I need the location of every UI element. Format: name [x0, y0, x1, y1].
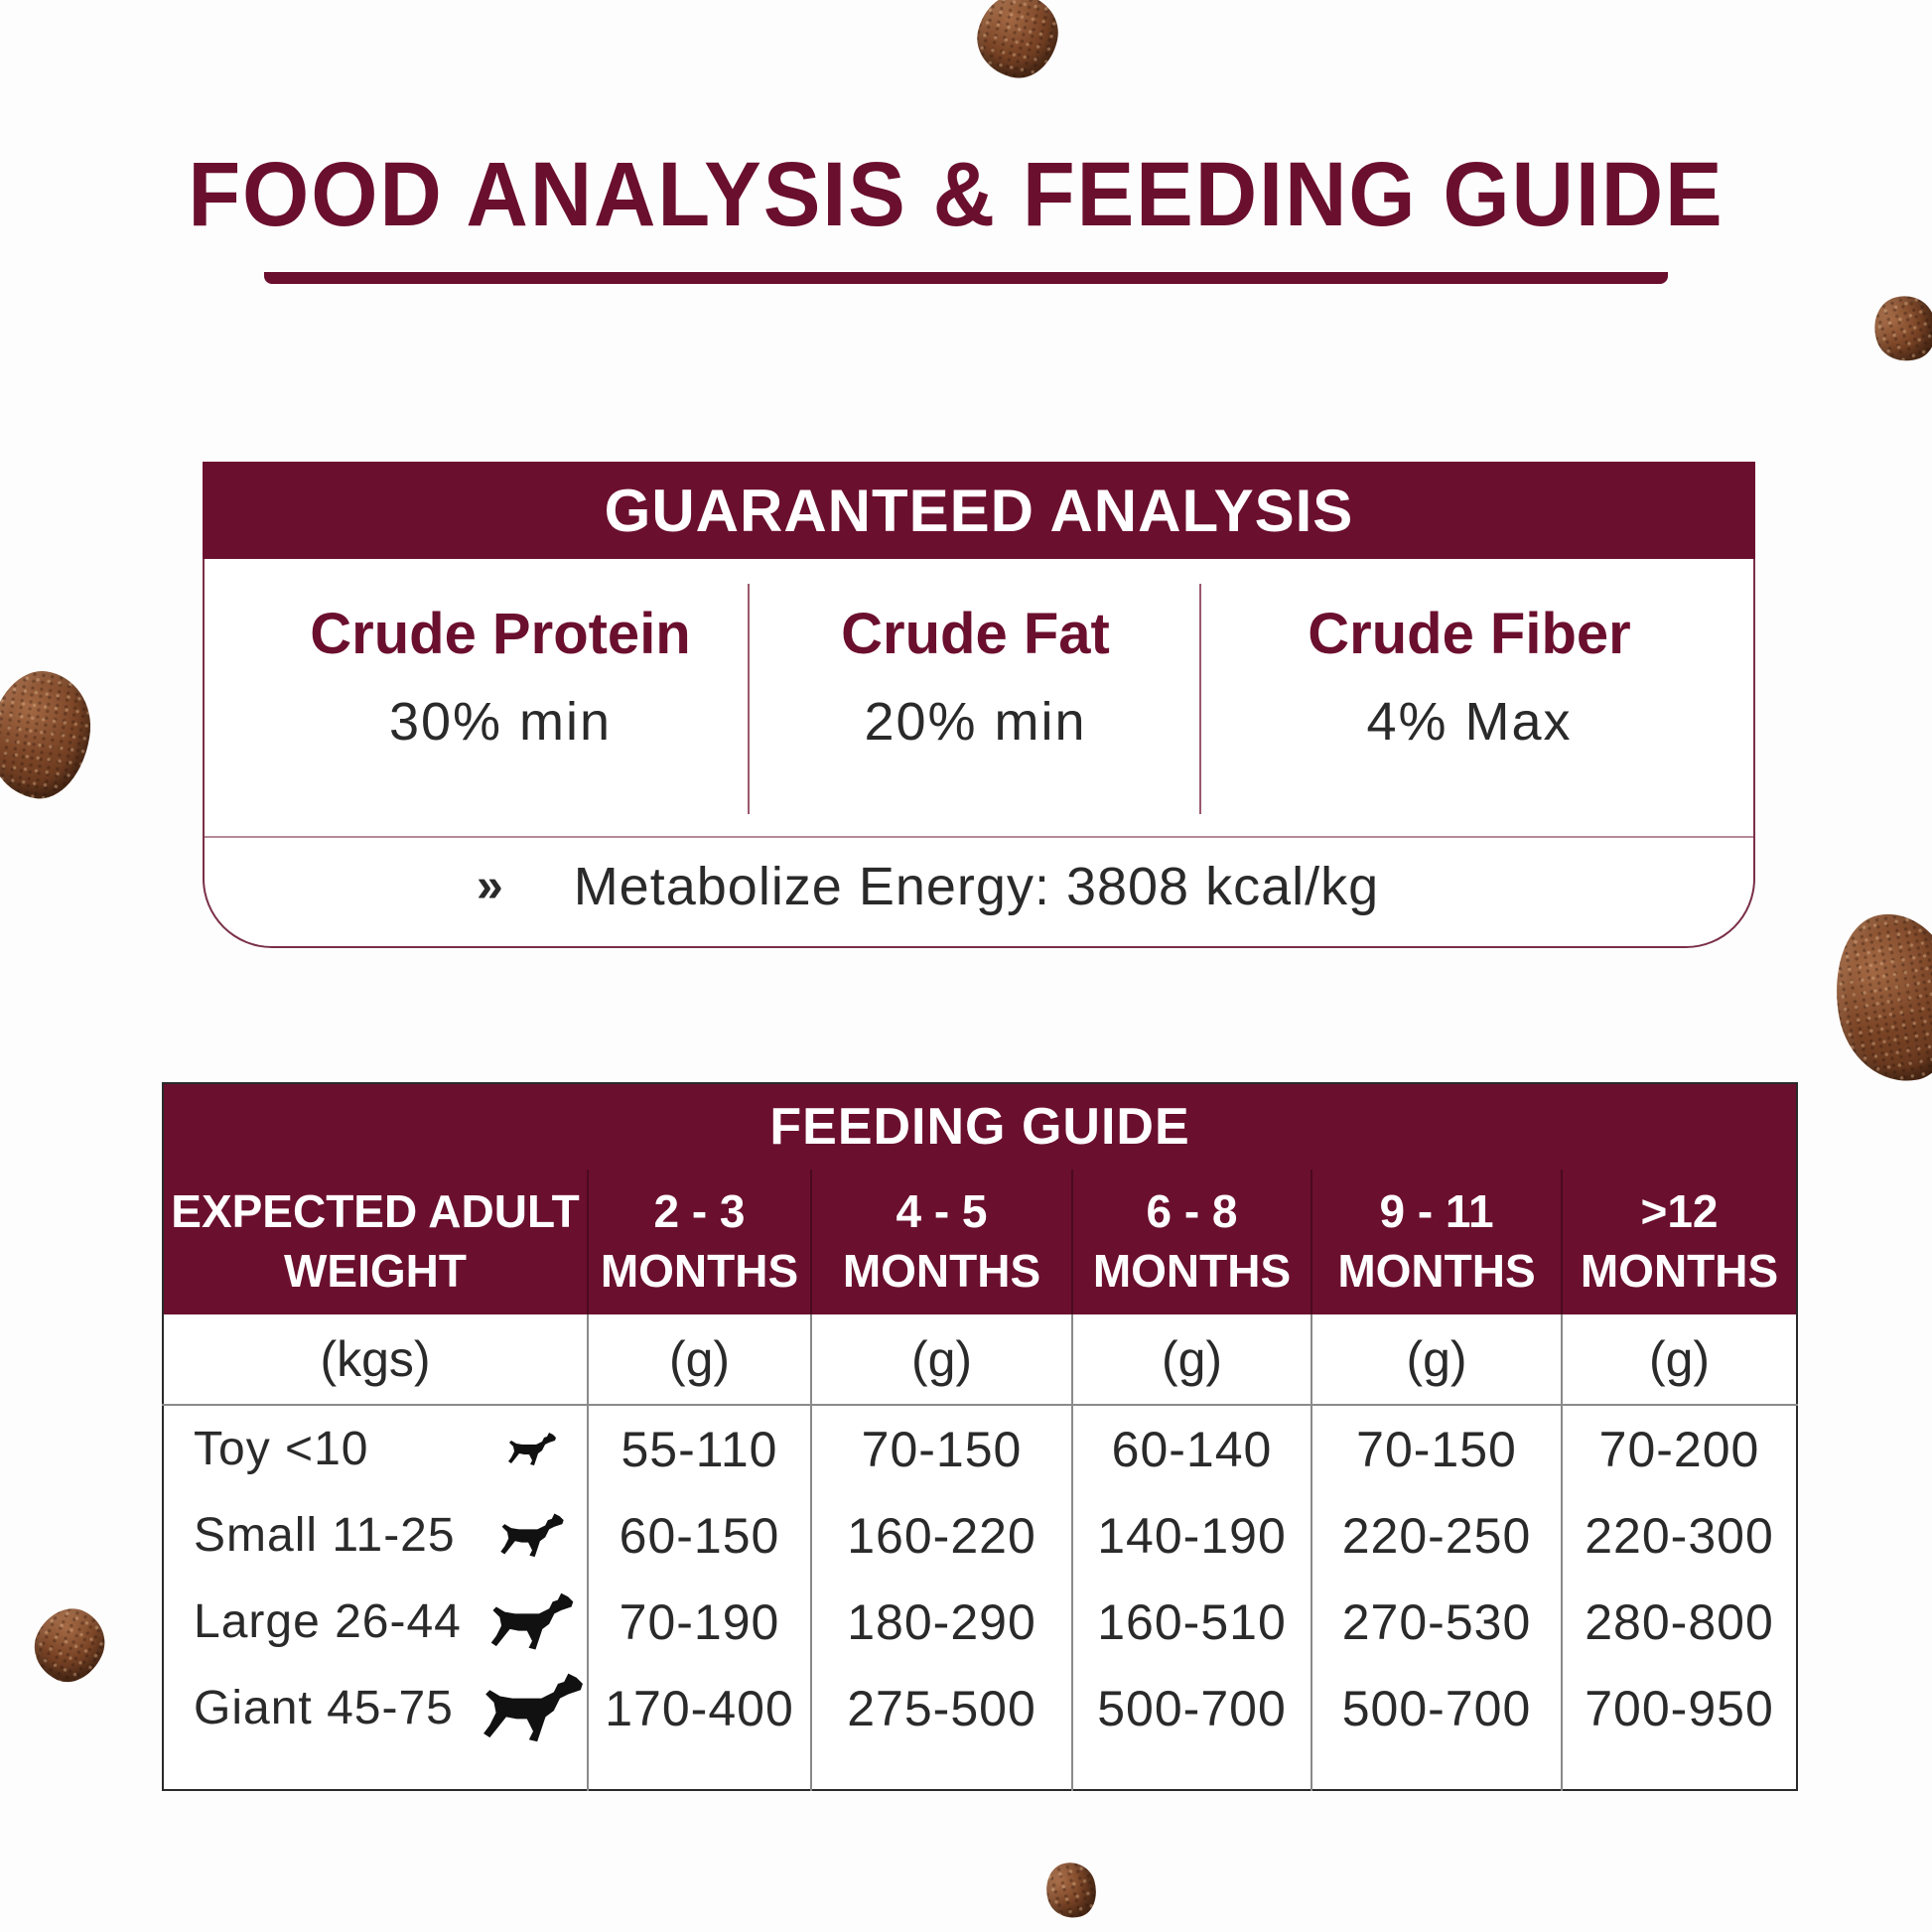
feeding-amount: 500-700: [1072, 1665, 1311, 1751]
column-header-6-8-months: [1072, 1170, 1311, 1314]
feeding-amount: 70-150: [811, 1405, 1072, 1492]
weight-class-label: Toy <10: [194, 1423, 369, 1475]
weight-class-label: Large 26-44: [194, 1595, 462, 1648]
header-line: MONTHS: [1092, 1245, 1292, 1297]
feeding-amount: 70-200: [1562, 1405, 1797, 1492]
nutrient-crude-fat: [750, 602, 1201, 752]
weight-class-cell: [163, 1579, 588, 1665]
weight-class-cell: [163, 1665, 588, 1751]
feeding-amount: 60-140: [1072, 1405, 1311, 1492]
feeding-amount: 70-150: [1311, 1405, 1562, 1492]
feeding-guide-table: [162, 1082, 1798, 1791]
table-row: [163, 1492, 1797, 1579]
kibble-decoration: [1865, 287, 1932, 369]
header-line: MONTHS: [1580, 1245, 1779, 1297]
header-line: 9 - 11: [1379, 1185, 1494, 1238]
weight-class-cell: [163, 1492, 588, 1579]
column-header-weight: [163, 1170, 588, 1314]
nutrient-value: 20% min: [864, 692, 1087, 752]
table-header-row: [163, 1170, 1797, 1314]
unit-cell: (kgs): [163, 1314, 588, 1405]
feeding-amount: 500-700: [1311, 1665, 1562, 1751]
header-line: MONTHS: [1337, 1245, 1536, 1297]
weight-class-label: Small 11-25: [194, 1509, 456, 1562]
feeding-amount: 55-110: [588, 1405, 811, 1492]
feeding-amount: 170-400: [588, 1665, 811, 1751]
feeding-amount: 280-800: [1562, 1579, 1797, 1665]
kibble-decoration: [1040, 1857, 1103, 1923]
table-bottom-padding: [163, 1751, 1797, 1790]
dog-large-icon: [489, 1590, 575, 1654]
kibble-decoration: [0, 665, 97, 805]
header-line: MONTHS: [600, 1245, 799, 1297]
kibble-decoration: [24, 1597, 116, 1693]
weight-class-label: Giant 45-75: [194, 1682, 454, 1734]
nutrient-name: Crude Protein: [310, 602, 691, 666]
feeding-amount: 60-150: [588, 1492, 811, 1579]
page-title: FOOD ANALYSIS & FEEDING GUIDE: [188, 144, 1725, 245]
kibble-decoration: [970, 0, 1065, 84]
feeding-amount: 140-190: [1072, 1492, 1311, 1579]
header-line: EXPECTED ADULT: [171, 1185, 580, 1238]
guaranteed-analysis-heading: GUARANTEED ANALYSIS: [203, 462, 1755, 559]
nutrient-name: Crude Fiber: [1308, 602, 1631, 666]
table-row: [163, 1665, 1797, 1751]
column-header-12-plus-months: [1562, 1170, 1797, 1314]
nutrient-name: Crude Fat: [841, 602, 1110, 666]
dog-giant-icon: [482, 1671, 585, 1746]
table-row: [163, 1405, 1797, 1492]
nutrient-value: 30% min: [388, 692, 613, 752]
table-row: [163, 1579, 1797, 1665]
feeding-amount: 220-250: [1311, 1492, 1562, 1579]
energy-divider: [205, 836, 1753, 838]
feeding-amount: 180-290: [811, 1579, 1072, 1665]
nutrient-crude-protein: [252, 602, 749, 752]
header-line: 2 - 3: [653, 1185, 746, 1238]
feeding-amount: 160-510: [1072, 1579, 1311, 1665]
kibble-decoration: [1823, 904, 1932, 1091]
energy-row: [477, 857, 1380, 916]
feeding-amount: 275-500: [811, 1665, 1072, 1751]
weight-class-cell: [163, 1405, 588, 1492]
unit-cell: (g): [1311, 1314, 1562, 1405]
feeding-amount: 220-300: [1562, 1492, 1797, 1579]
column-header-2-3-months: [588, 1170, 811, 1314]
feeding-amount: 160-220: [811, 1492, 1072, 1579]
unit-cell: (g): [1562, 1314, 1797, 1405]
unit-cell: (g): [588, 1314, 811, 1405]
chevron-double-right-icon: »: [477, 860, 504, 912]
feeding-guide-heading: FEEDING GUIDE: [163, 1083, 1797, 1170]
column-header-4-5-months: [811, 1170, 1072, 1314]
column-header-9-11-months: [1311, 1170, 1562, 1314]
title-underline: [264, 272, 1668, 284]
header-line: WEIGHT: [284, 1245, 467, 1297]
feeding-amount: 70-190: [588, 1579, 811, 1665]
energy-text: Metabolize Energy: 3808 kcal/kg: [573, 857, 1380, 916]
header-line: 4 - 5: [896, 1185, 988, 1238]
nutrient-value: 4% Max: [1366, 692, 1573, 752]
nutrient-crude-fiber: [1201, 602, 1737, 752]
header-line: >12: [1640, 1185, 1719, 1238]
header-line: 6 - 8: [1146, 1185, 1238, 1238]
feeding-amount: 700-950: [1562, 1665, 1797, 1751]
unit-cell: (g): [1072, 1314, 1311, 1405]
dog-toy-icon: [507, 1432, 557, 1467]
unit-row: [163, 1314, 1797, 1405]
header-line: MONTHS: [842, 1245, 1041, 1297]
feeding-amount: 270-530: [1311, 1579, 1562, 1665]
unit-cell: (g): [811, 1314, 1072, 1405]
dog-small-icon: [499, 1512, 565, 1560]
